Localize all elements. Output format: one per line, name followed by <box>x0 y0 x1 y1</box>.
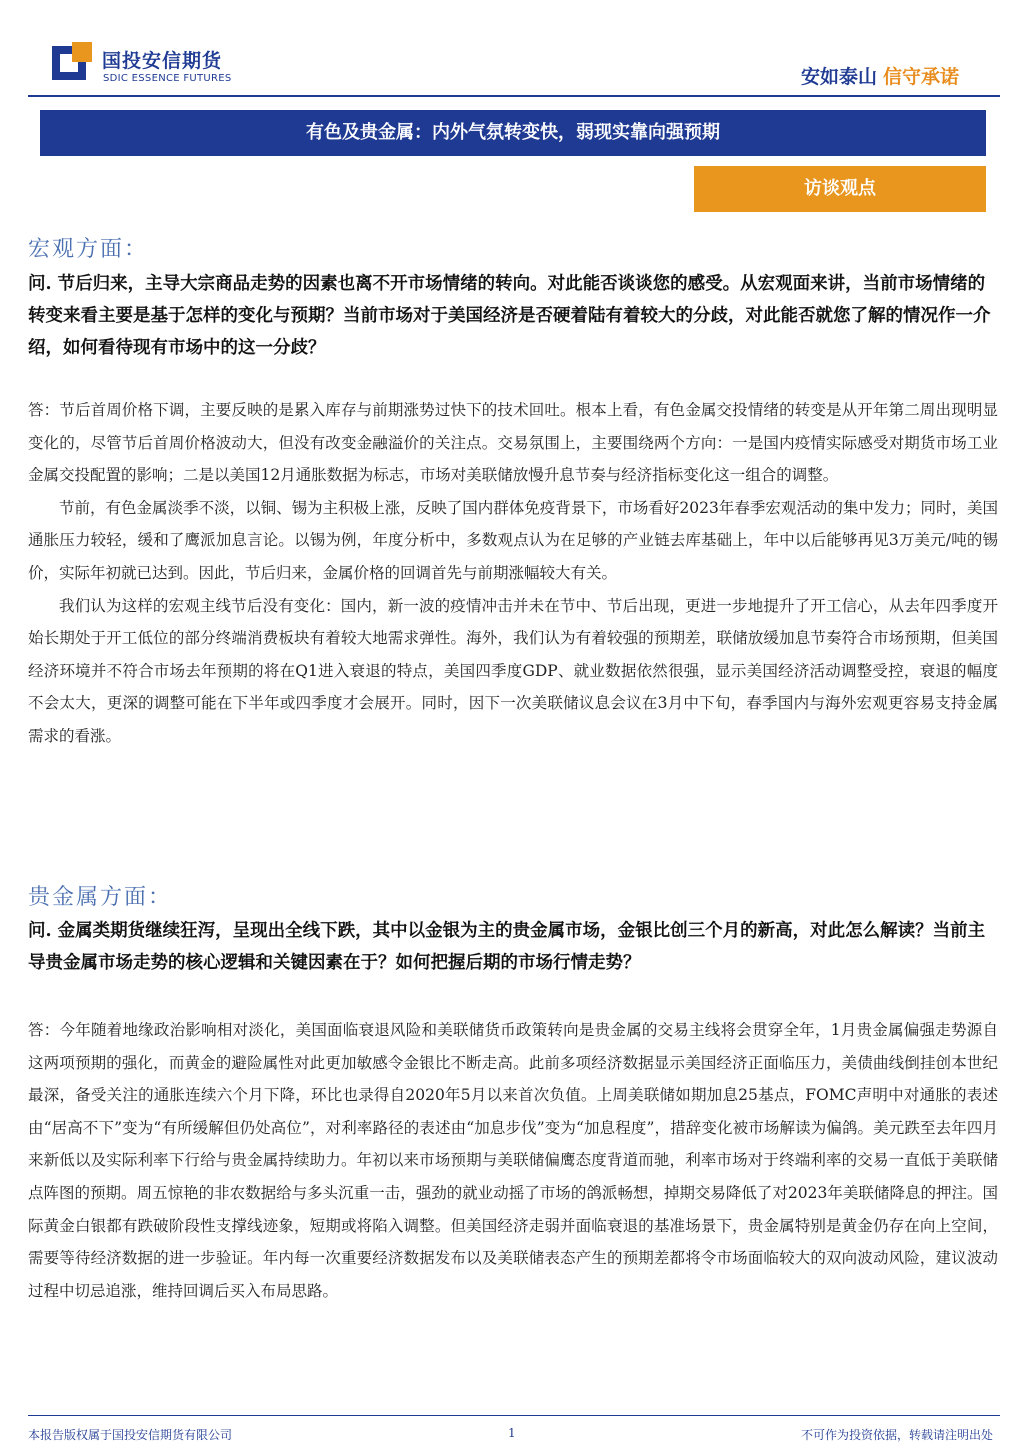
answer-paragraph: 我们认为这样的宏观主线节后没有变化：国内，新一波的疫情冲击并未在节中、节后出现，更进一步地提升了开工信心，从去年四季度开始长期处于开工低位的部分终端消费板块有着较大地需求弹性。海外，我们认为有着较强的预期差，联储放缓加息节奏符合市场预期，但美国经济环境并不符合市场去年预期的将在Q1进入衰退的特点，美国四季度GDP、就业数据依然很强，显示美国经济活动调整受控，衰退的幅度不会太大，更深的调整可能在下半年或四季度才会展开。同时，因下一次美联储议息会议在3月中下旬，春季国内与海外宏观更容易支持金属需求的看涨。 <box>28 596 998 745</box>
page-number: 1 <box>508 1426 516 1440</box>
question-precious-metals: 问. 金属类期货继续狂泻，呈现出全线下跌，其中以金银为主的贵金属市场，金银比创三个月的新高，对此怎么解读？当前主导贵金属市场走势的核心逻辑和关键因素在于？如何把握后期的市场行情走势？ <box>28 921 986 973</box>
report-title: 有色及贵金属：内外气氛转变快，弱现实靠向强预期 <box>40 110 986 156</box>
answer-precious-metals <box>28 1014 998 1307</box>
header-divider <box>28 95 1000 97</box>
page-footer <box>0 1410 1025 1450</box>
answer-paragraph: 答：今年随着地缘政治影响相对淡化，美国面临衰退风险和美联储货币政策转向是贵金属的交易主线将会贯穿全年，1月贵金属偏强走势源自这两项预期的强化，而黄金的避险属性对此更加敏感令金银比不断走高。此前多项经济数据显示美国经济正面临压力，美债曲线倒挂创本世纪最深，备受关注的通胀连续六个月下降，环比也录得自2020年5月以来首次负值。上周美联储如期加息25基点，FOMC声明中对通胀的表述由“居高不下”变为“有所缓解但仍处高位”，对利率路径的表述由“加息步伐”变为“加息程度”，措辞变化被市场解读为偏鸽。美元跌至去年四月来新低以及实际利率下行给与贵金属持续助力。年初以来市场预期与美联储偏鹰态度背道而驰，利率市场对于终端利率的交易一直低于美联储点阵图的预期。周五惊艳的非农数据给与多头沉重一击，强劲的就业动摇了市场的鸽派畅想，掉期交易降低了对2023年美联储降息的押注。国际黄金白银都有跌破阶段性支撑线迹象，短期或将陷入调整。但美国经济走弱并面临衰退的基准场景下，贵金属特别是黄金仍存在向上空间，需要等待经济数据的进一步验证。年内每一次重要经济数据发布以及美联储表态产生的预期差都将令市场面临较大的双向波动风险，建议波动过程中切忌追涨，维持回调后买入布局思路。 <box>28 1021 998 1300</box>
page-header <box>0 0 1025 100</box>
question-macro: 问. 节后归来，主导大宗商品走势的因素也离不开市场情绪的转向。对此能否谈谈您的感受。从宏观面来讲，当前市场情绪的转变来看主要是基于怎样的变化与预期？当前市场对于美国经济是否硬着陆有着较大的分歧，对此能否就您了解的情况作一介绍，如何看待现有市场中的这一分歧？ <box>28 274 991 358</box>
footer-copyright: 本报告版权属于国投安信期货有限公司 <box>28 1428 233 1442</box>
header-slogan <box>801 62 959 89</box>
answer-paragraph: 答：节后首周价格下调，主要反映的是累入库存与前期涨势过快下的技术回吐。根本上看，有色金属交投情绪的转变是从开年第二周出现明显变化的，尽管节后首周价格波动大，但没有改变金融溢价的关注点。交易氛围上，主要围绕两个方向：一是国内疫情实际感受对期货市场工业金属交投配置的影响；二是以美国12月通胀数据为标志，市场对美联储放慢升息节奏与经济指标变化这一组合的调整。 <box>28 401 998 485</box>
section-heading-macro: 宏观方面： <box>28 237 149 262</box>
company-name-en: SDIC ESSENCE FUTURES <box>103 73 232 84</box>
answer-paragraph: 节前，有色金属淡季不淡，以铜、锡为主积极上涨，反映了国内群体免疫背景下，市场看好2023年春季宏观活动的集中发力；同时，美国通胀压力较轻，缓和了鹰派加息言论。以锡为例，年度分析中，多数观点认为在足够的产业链去库基础上，年中以后能够再见3万美元/吨的锡价，实际年初就已达到。因此，节后归来，金属价格的回调首先与前期涨幅较大有关。 <box>28 498 998 582</box>
slogan-part2: 信守承诺 <box>882 66 959 88</box>
answer-macro <box>28 394 998 753</box>
report-tag: 访谈观点 <box>694 166 986 212</box>
footer-disclaimer: 不可作为投资依据，转载请注明出处 <box>800 1428 993 1442</box>
section-heading-precious-metals: 贵金属方面： <box>28 885 173 910</box>
slogan-part1: 安如泰山 <box>800 66 877 88</box>
company-logo-icon <box>50 40 94 84</box>
company-name-cn: 国投安信期货 <box>102 50 223 72</box>
footer-divider <box>28 1415 1000 1416</box>
